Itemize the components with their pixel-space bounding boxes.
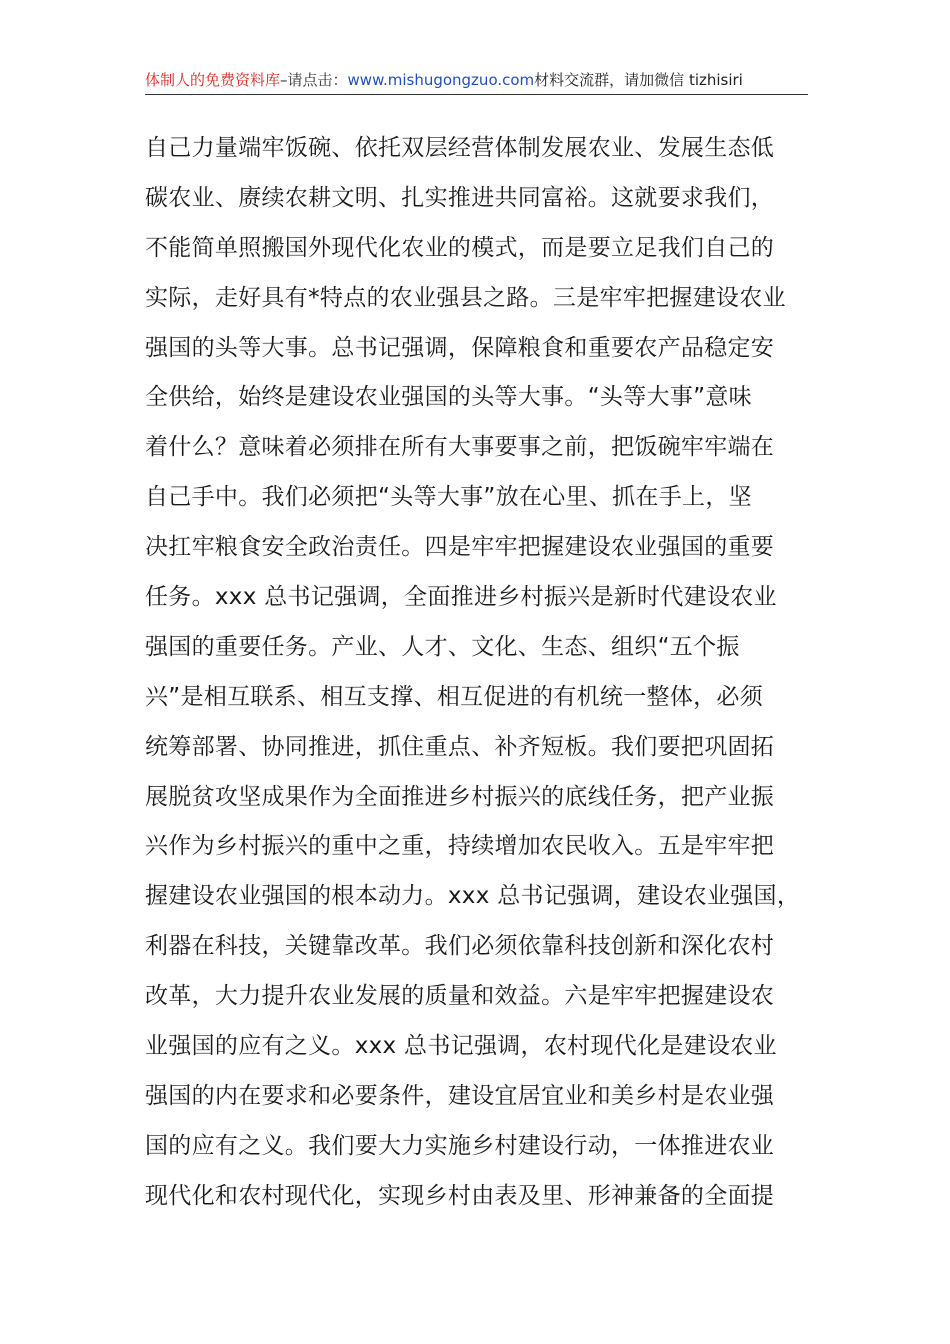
text-line: 任务。xxx 总书记强调，全面推进乡村振兴是新时代建设农业 <box>145 584 777 611</box>
text-line: 着什么？意味着必须排在所有大事要事之前，把饭碗牢牢端在 <box>145 434 775 461</box>
text-line: 实际，走好具有*特点的农业强县之路。三是牢牢把握建设农业 <box>145 284 786 311</box>
text-line: 改革，大力提升农业发展的质量和效益。六是牢牢把握建设农 <box>145 983 775 1010</box>
text-line: 强国的头等大事。总书记强调，保障粮食和重要农产品稳定安 <box>145 334 775 361</box>
header-tail: 材料交流群，请加微信 tizhisiri <box>534 71 743 89</box>
text-line: 全供给，始终是建设农业强国的头等大事。“头等大事”意味 <box>145 384 752 411</box>
header-brand: 体制人的免费资料库 <box>145 71 281 89</box>
body-text <box>145 124 835 1222</box>
text-line: 自己力量端牢饭碗、依托双层经营体制发展农业、发展生态低 <box>145 135 775 161</box>
header-separator: –请点击： <box>280 71 348 89</box>
text-line: 强国的重要任务。产业、人才、文化、生态、组织“五个振 <box>145 633 740 660</box>
text-line: 现代化和农村现代化，实现乡村由表及里、形神兼备的全面提 <box>145 1182 775 1209</box>
text-line: 碳农业、赓续农耕文明、扎实推进共同富裕。这就要求我们， <box>145 184 775 211</box>
text-line: 统筹部署、协同推进，抓住重点、补齐短板。我们要把巩固拓 <box>145 733 775 760</box>
text-line: 决扛牢粮食安全政治责任。四是牢牢把握建设农业强国的重要 <box>145 534 775 561</box>
text-line: 国的应有之义。我们要大力实施乡村建设行动，一体推进农业 <box>145 1132 775 1159</box>
text-line: 强国的内在要求和必要条件，建设宜居宜业和美乡村是农业强 <box>145 1082 775 1109</box>
header-link[interactable]: www.mishugongzuo.com <box>347 71 535 89</box>
page-header <box>145 68 808 95</box>
text-line: 兴”是相互联系、相互支撑、相互促进的有机统一整体，必须 <box>145 683 764 710</box>
text-line: 展脱贫攻坚成果作为全面推进乡村振兴的底线任务，把产业振 <box>145 783 775 810</box>
text-line: 握建设农业强国的根本动力。xxx 总书记强调，建设农业强国， <box>145 883 801 910</box>
text-line: 自己手中。我们必须把“头等大事”放在心里、抓在手上，坚 <box>145 484 752 511</box>
text-line: 利器在科技，关键靠改革。我们必须依靠科技创新和深化农村 <box>145 933 775 960</box>
text-line: 不能简单照搬国外现代化农业的模式，而是要立足我们自己的 <box>145 234 775 261</box>
text-line: 兴作为乡村振兴的重中之重，持续增加农民收入。五是牢牢把 <box>145 833 775 860</box>
text-line: 业强国的应有之义。xxx 总书记强调，农村现代化是建设农业 <box>145 1033 777 1060</box>
